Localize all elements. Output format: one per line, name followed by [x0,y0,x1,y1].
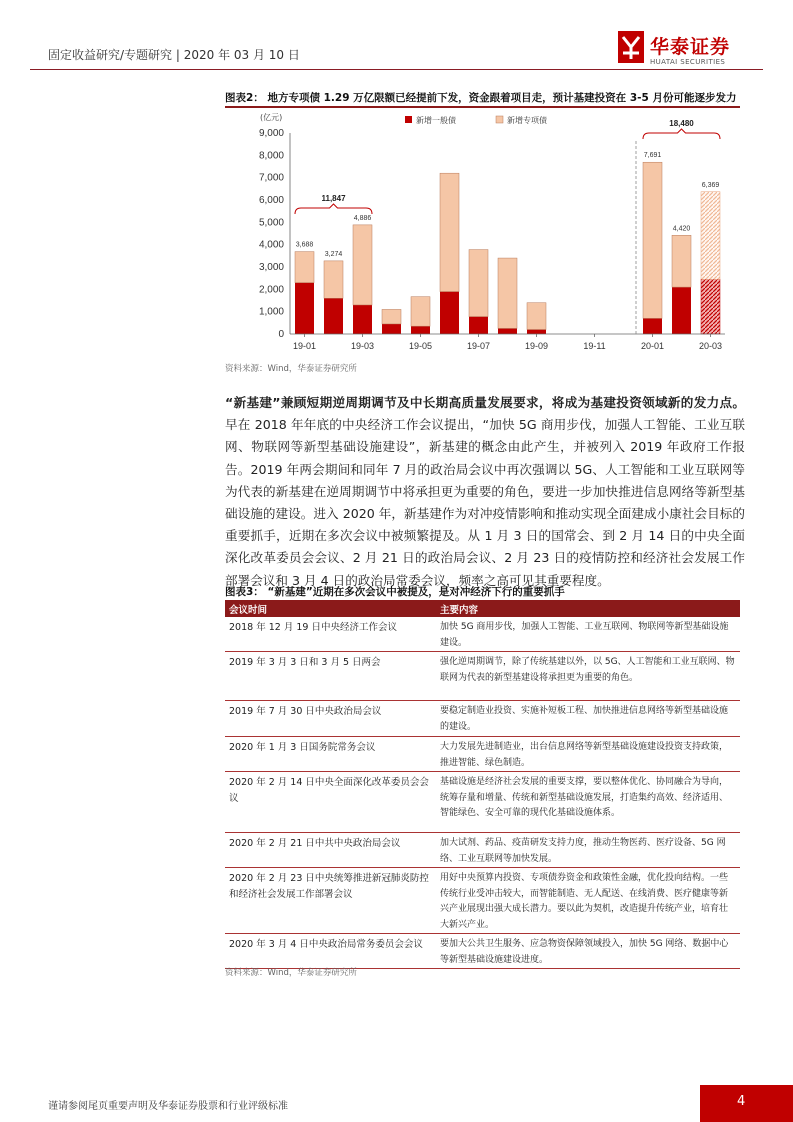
cell-time: 2020 年 2 月 14 日中央全面深化改革委员会会议 [225,772,436,833]
y-tick-label: 6,000 [258,195,284,206]
bracket-line [643,129,720,139]
paragraph-lead: “新基建”兼顾短期逆周期调节及中长期高质量发展要求，将成为基建投资领域新的发力点。 [225,395,745,410]
legend-swatch-special [496,116,503,123]
cell-time: 2020 年 3 月 4 日中央政治局常务委员会会议 [225,934,436,969]
figure3-source: 资料来源：Wind，华泰证券研究所 [225,968,357,978]
cell-time: 2020 年 2 月 21 日中共中央政治局会议 [225,833,436,868]
y-tick-label: 0 [278,329,284,340]
y-tick-label: 9,000 [258,128,284,139]
legend-label-general: 新增一般债 [416,116,456,125]
bar-new-general-debt [324,298,343,334]
col-header-content: 主要内容 [436,600,740,617]
table-row [225,737,740,772]
figure2-source: 资料来源：Wind，华泰证券研究所 [225,364,357,374]
bar-new-general-debt [295,283,314,334]
bar-new-special-debt [469,250,488,317]
bar-new-general-debt [469,317,488,334]
legend-swatch-general [405,116,412,123]
data-label: 3,688 [295,241,314,249]
bar-new-special-debt [527,303,546,330]
cell-content: 要加大公共卫生服务、应急物资保障领域投入，加快 5G 网络、数据中心等新型基础设施建设进度。 [436,934,740,969]
y-tick-label: 4,000 [258,239,284,251]
y-tick-label: 3,000 [258,262,284,273]
bar-new-general-debt [672,287,691,334]
data-label: 3,274 [324,250,343,258]
figure2-title: 图表2： 地方专项债 1.29 万亿限额已经提前下发，资金跟着项目走，预计基建投资在 3-5 月份可能逐步发力 [225,92,737,104]
bar-new-special-debt [440,173,459,291]
table-row [225,833,740,868]
table-row [225,868,740,934]
x-tick-label: 19-01 [292,341,317,351]
data-label: 4,886 [353,214,372,222]
bar-new-special-debt [701,192,720,280]
table-row [225,701,740,737]
bar-new-general-debt [353,305,372,334]
bar-new-general-debt [701,279,720,334]
cell-content: 强化逆周期调节，除了传统基建以外，以 5G、人工智能和工业互联网、物联网为代表的新型基建设将承担更为重要的角色。 [436,652,740,701]
bar-new-general-debt [498,328,517,334]
y-tick-label: 1,000 [258,306,284,318]
paragraph-body: 早在 2018 年年底的中央经济工作会议提出，“加快 5G 商用步伐，加强人工智能、工业互联网、物联网等新型基础设施建设”，新基建的概念由此产生，并被列入 2019 年政府工作报告。2019 年两会期间和同年 7 月的政治局会议中再次强调以 5G、人工智能和工业互联网等为代表的新基建在逆周期调节中将承担更为重要的角色，要进一步加快推进信息网络等新型基础设施的建设。进入 2020 年，新基建作为对冲疫情影响和推动实现全面建成小康社会目标的重要抓手，近期在多次会议中被频繁提及。从 1 月 3 日的国常会、到 2 月 14 日的中央全面深化改革委员会会议、2 月 21 日的政治局会议、2 月 23 日的疫情防控和经济社会发展工作部署会议和 3 月 4 日的政治局常委会议，频率之高可见其重要程度。 [225,417,745,588]
x-tick-label: 19-03 [350,341,375,351]
bar-new-general-debt [382,324,401,334]
cell-content: 用好中央预算内投资、专项债券资金和政策性金融，优化投向结构。一些传统行业受冲击较大，而智能制造、无人配送、在线消费、医疗健康等新兴产业展现出强大成长潜力。要以此为契机，改造提升传统产业，培育壮大新兴产业。 [436,868,740,934]
huatai-logo-icon [618,31,644,63]
header-breadcrumb: 固定收益研究/专题研究 | 2020 年 03 月 10 日 [48,48,300,62]
bar-new-general-debt [527,330,546,334]
y-tick-label: 5,000 [258,217,284,229]
y-axis-unit-label: (亿元) [260,113,283,122]
table-row [225,652,740,701]
cell-time: 2020 年 2 月 23 日中央统筹推进新冠肺炎防控和经济社会发展工作部署会议 [225,868,436,934]
x-tick-label: 19-09 [524,341,549,351]
footer-disclaimer: 谨请参阅尾页重要声明及华泰证券股票和行业评级标准 [48,1101,288,1112]
bracket-line [295,204,372,214]
page-number: 4 [737,1094,746,1109]
x-tick-label: 19-11 [583,341,606,351]
table-row [225,934,740,969]
bar-new-general-debt [643,318,662,334]
cell-time: 2020 年 1 月 3 日国务院常务会议 [225,737,436,772]
table-row [225,617,740,652]
data-label: 4,420 [672,225,691,233]
bar-new-special-debt [295,252,314,283]
cell-content: 加大试剂、药品、疫苗研发支持力度，推动生物医药、医疗设备、5G 网络、工业互联网等加快发展。 [436,833,740,868]
x-tick-label: 19-07 [466,341,491,351]
header-divider [30,69,763,70]
cell-content: 大力发展先进制造业，出台信息网络等新型基础设施建设投资支持政策，推进智能、绿色制造。 [436,737,740,772]
cell-time: 2018 年 12 月 19 日中央经济工作会议 [225,617,436,652]
footer-accent-bar [700,1085,793,1122]
bar-new-special-debt [324,261,343,298]
bar-new-special-debt [672,235,691,287]
body-paragraph [225,392,745,592]
cell-time: 2019 年 3 月 3 日和 3 月 5 日两会 [225,652,436,701]
data-label: 6,369 [701,181,720,189]
data-label: 7,691 [643,152,662,160]
bracket-total-label: 11,847 [321,194,346,203]
bar-new-special-debt [498,258,517,328]
figure3-title: 图表3： “新基建”近期在多次会议中被提及，是对冲经济下行的重要抓手 [225,586,565,598]
meetings-table [225,600,740,969]
table-header-row [225,600,740,617]
bracket-total-label: 18,480 [669,119,694,128]
y-tick-label: 8,000 [258,150,284,162]
cell-time: 2019 年 7 月 30 日中央政治局会议 [225,701,436,737]
bar-new-general-debt [411,326,430,334]
cell-content: 基础设施是经济社会发展的重要支撑，要以整体优化、协同融合为导向，统筹存量和增量、传统和新型基础设施发展，打造集约高效、经济适用、智能绿色、安全可靠的现代化基础设施体系。 [436,772,740,833]
col-header-time: 会议时间 [225,600,436,617]
x-tick-label: 19-05 [408,341,433,351]
logo-cn-text: 华泰证券 [650,36,731,58]
bar-new-special-debt [382,309,401,324]
logo-en-text: HUATAI SECURITIES [650,58,726,66]
chart-figure2 [225,108,740,358]
bar-new-special-debt [353,225,372,305]
bar-new-special-debt [411,297,430,326]
table-row [225,772,740,833]
bar-new-general-debt [440,292,459,334]
y-tick-label: 2,000 [258,284,284,296]
cell-content: 加快 5G 商用步伐，加强人工智能、工业互联网、物联网等新型基础设施建设。 [436,617,740,652]
cell-content: 要稳定制造业投资、实施补短板工程、加快推进信息网络等新型基础设施的建设。 [436,701,740,737]
x-tick-label: 20-03 [698,341,723,351]
legend-label-special: 新增专项债 [507,116,547,125]
bar-new-special-debt [643,162,662,318]
x-tick-label: 20-01 [640,341,665,351]
y-tick-label: 7,000 [258,172,284,184]
